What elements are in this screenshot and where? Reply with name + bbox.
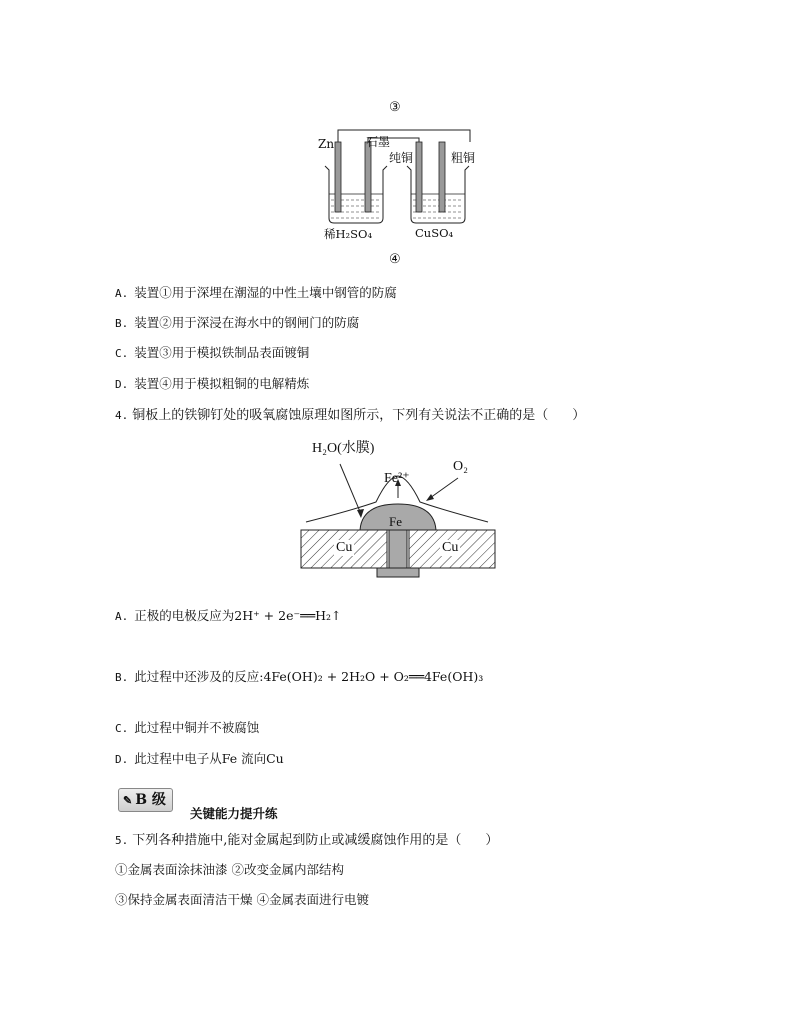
iron-label: Fe [389,514,402,529]
q4-option-d[interactable]: D. 此过程中电子从Fe 流向Cu [115,751,284,766]
section-title: 关键能力提升练 [190,806,278,821]
copper-left-label: Cu [336,540,353,555]
dilute-sulfuric-acid-label: 稀H₂SO₄ [324,227,373,241]
q4-stem: 4. 铜板上的铁铆钉处的吸氧腐蚀原理如图所示，下列有关说法不正确的是（ ） [115,408,586,423]
q5-choices-line-2: ③保持金属表面清洁干燥 ④金属表面进行电镀 [115,892,369,907]
ferrous-ion-label: Fe²⁺ [384,471,410,486]
device-3-label: ③ [389,100,401,115]
zn-label: Zn [318,137,335,151]
q3-option-b[interactable]: B. 装置②用于深浸在海水中的钢闸门的防腐 [115,315,360,330]
copper-right-label: Cu [442,540,459,555]
zn-electrode [335,142,341,212]
crude-copper-label: 粗铜 [451,151,476,165]
pure-copper-label: 纯铜 [389,151,414,165]
pencil-icon: ✎ [123,794,133,807]
q4-option-b[interactable]: B. 此过程中还涉及的反应:4Fe(OH)₂ + 2H₂O + O₂══4Fe(OH)₃ [115,669,484,684]
q5-stem: 5. 下列各种措施中,能对金属起到防止或减缓腐蚀作用的是（ ） [115,833,499,848]
q4-option-c[interactable]: C. 此过程中铜并不被腐蚀 [115,720,260,735]
pure-cu-electrode [416,142,422,212]
rivet-shaft [389,530,407,568]
oxygen-label: O₂ [453,459,468,474]
crude-cu-electrode [439,142,445,212]
device-4-label: ④ [389,252,401,267]
level-b-badge: ✎ B 级 [118,788,173,812]
q5-choices-line-1: ①金属表面涂抹油漆 ②改变金属内部结构 [115,862,344,877]
q3-option-a[interactable]: A. 装置①用于深埋在潮湿的中性土壤中钢管的防腐 [115,285,397,300]
q4-option-a[interactable]: A. 正极的电极反应为2H⁺ + 2e⁻══H₂↑ [115,608,342,623]
copper-sulfate-label: CuSO₄ [415,226,454,240]
q3-option-d[interactable]: D. 装置④用于模拟粗铜的电解精炼 [115,376,310,391]
water-film-label: H₂O(水膜) [312,441,375,456]
graphite-electrode [365,142,371,212]
graphite-label: 石墨 [366,135,391,149]
q3-option-c[interactable]: C. 装置③用于模拟铁制品表面镀铜 [115,345,310,360]
rivet-base [377,568,419,577]
